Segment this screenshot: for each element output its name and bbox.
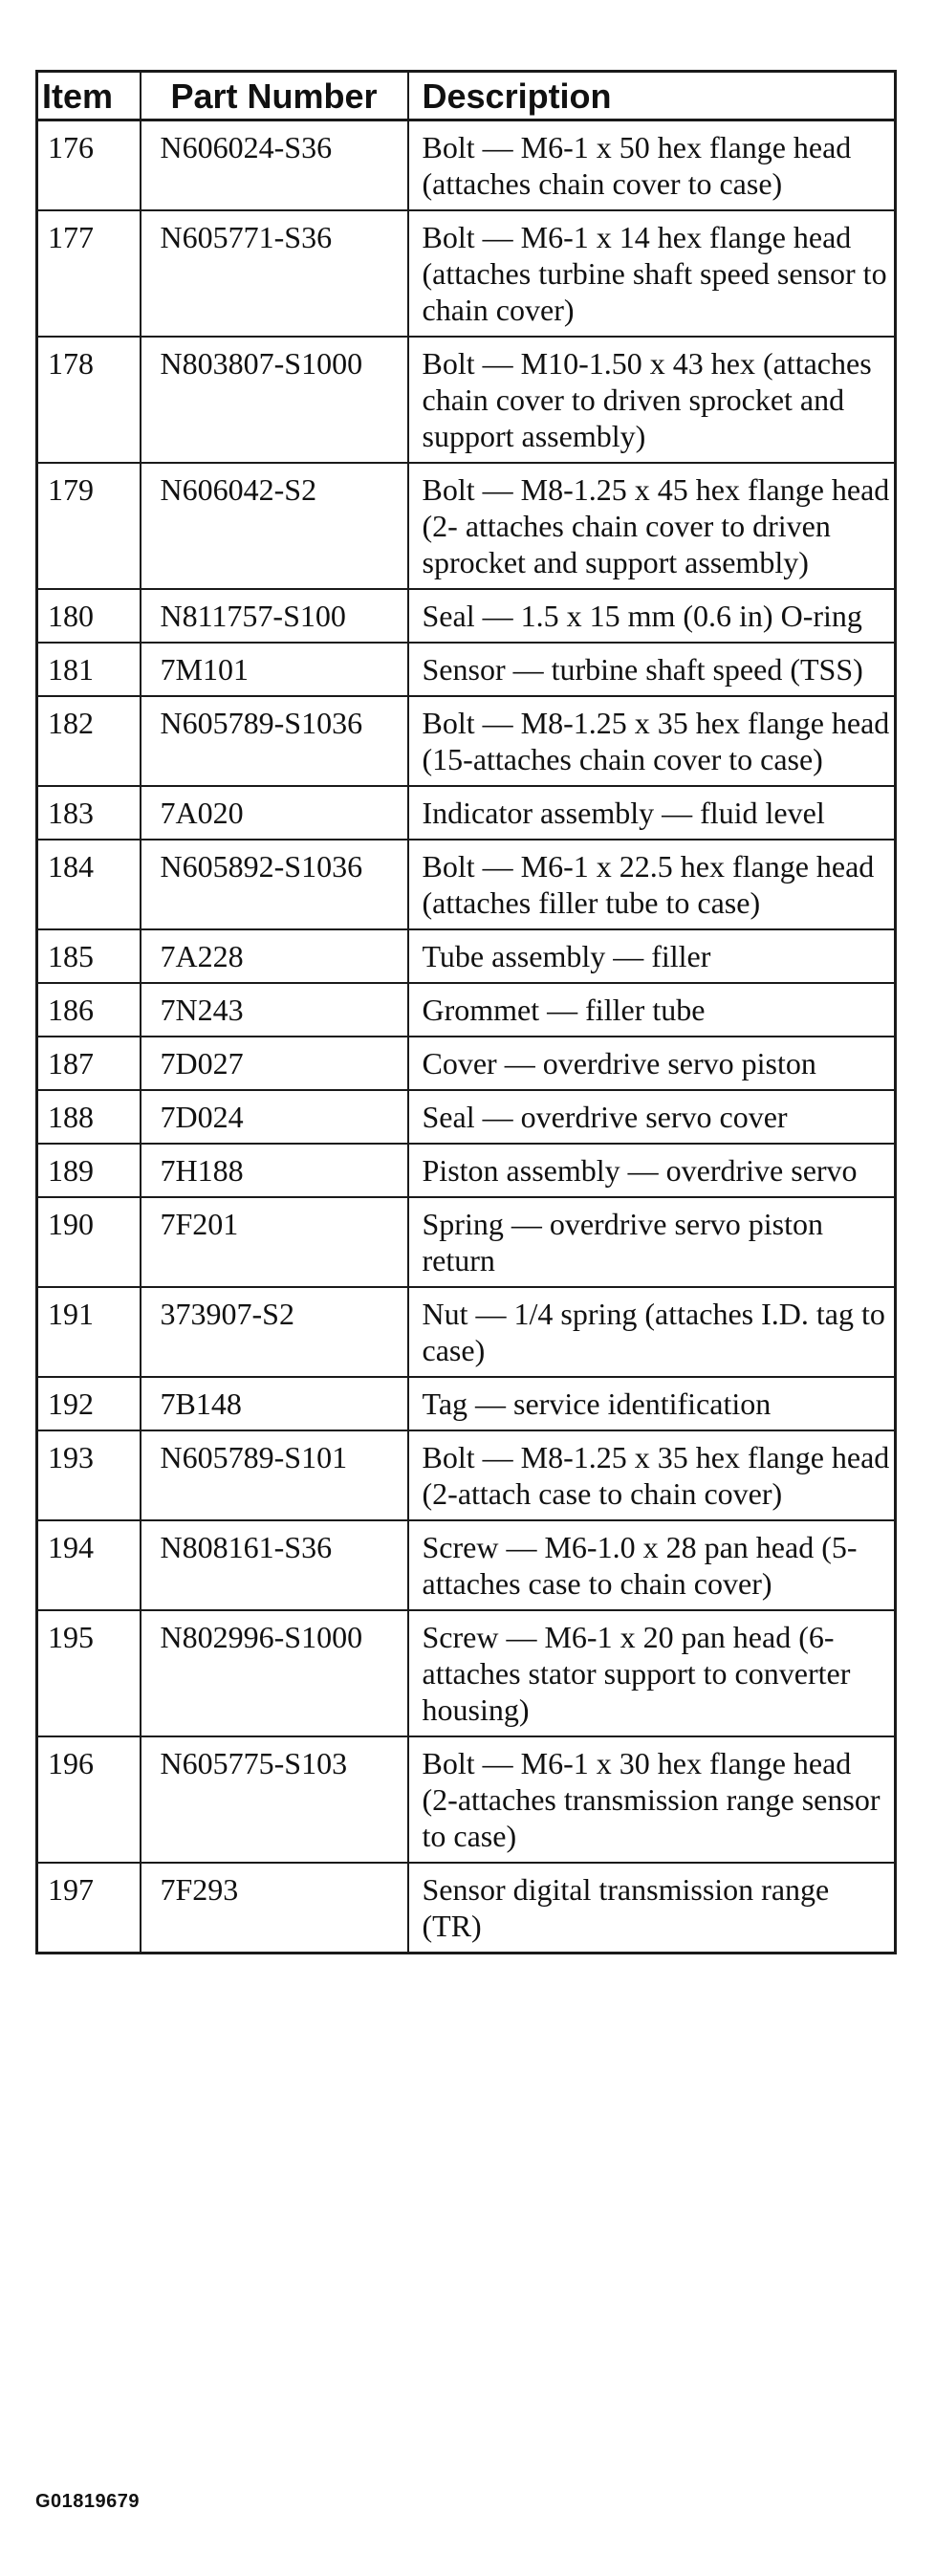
part-number: N605775-S103 — [141, 1736, 408, 1863]
part-description: Bolt — M8-1.25 x 35 hex flange head (15-attaches chain cover to case) — [408, 696, 896, 786]
item-number: 190 — [37, 1197, 141, 1287]
part-description: Bolt — M6-1 x 14 hex flange head (attaches turbine shaft speed sensor to chain cover) — [408, 210, 896, 337]
table-body — [37, 120, 896, 1954]
part-description: Grommet — filler tube — [408, 983, 896, 1037]
part-description: Bolt — M6-1 x 50 hex flange head (attaches chain cover to case) — [408, 120, 896, 211]
part-description: Bolt — M8-1.25 x 45 hex flange head (2- attaches chain cover to driven sprocket and support assembly) — [408, 463, 896, 589]
part-description: Bolt — M8-1.25 x 35 hex flange head (2-attach case to chain cover) — [408, 1430, 896, 1520]
item-number: 192 — [37, 1377, 141, 1430]
item-number: 194 — [37, 1520, 141, 1610]
header-item: Item — [37, 72, 141, 120]
table-row — [37, 1197, 896, 1287]
part-description: Tube assembly — filler — [408, 929, 896, 983]
part-number: 7D027 — [141, 1037, 408, 1090]
part-description: Screw — M6-1 x 20 pan head (6-attaches stator support to converter housing) — [408, 1610, 896, 1736]
item-number: 185 — [37, 929, 141, 983]
part-number: 7H188 — [141, 1144, 408, 1197]
table-row — [37, 1090, 896, 1144]
item-number: 177 — [37, 210, 141, 337]
part-number: N605789-S101 — [141, 1430, 408, 1520]
table-row — [37, 696, 896, 786]
part-description: Indicator assembly — fluid level — [408, 786, 896, 840]
table-row — [37, 1037, 896, 1090]
item-number: 188 — [37, 1090, 141, 1144]
table-row — [37, 120, 896, 211]
table-row — [37, 1520, 896, 1610]
part-number: N606024-S36 — [141, 120, 408, 211]
part-description: Seal — overdrive servo cover — [408, 1090, 896, 1144]
item-number: 186 — [37, 983, 141, 1037]
part-number: 7A228 — [141, 929, 408, 983]
item-number: 178 — [37, 337, 141, 463]
table-row — [37, 643, 896, 696]
item-number: 197 — [37, 1863, 141, 1954]
item-number: 187 — [37, 1037, 141, 1090]
part-description: Cover — overdrive servo piston — [408, 1037, 896, 1090]
item-number: 191 — [37, 1287, 141, 1377]
part-number: 7M101 — [141, 643, 408, 696]
part-number: N605892-S1036 — [141, 840, 408, 929]
table-row — [37, 1377, 896, 1430]
table-row — [37, 337, 896, 463]
part-number: 7F293 — [141, 1863, 408, 1954]
table-row — [37, 1144, 896, 1197]
part-description: Bolt — M10-1.50 x 43 hex (attaches chain cover to driven sprocket and support assembly) — [408, 337, 896, 463]
header-part-number: Part Number — [141, 72, 408, 120]
table-row — [37, 1287, 896, 1377]
part-description: Spring — overdrive servo piston return — [408, 1197, 896, 1287]
item-number: 180 — [37, 589, 141, 643]
part-description: Tag — service identification — [408, 1377, 896, 1430]
item-number: 183 — [37, 786, 141, 840]
part-description: Piston assembly — overdrive servo — [408, 1144, 896, 1197]
part-number: 7A020 — [141, 786, 408, 840]
header-row — [37, 72, 896, 120]
part-number: 373907-S2 — [141, 1287, 408, 1377]
parts-table — [35, 70, 897, 1954]
item-number: 176 — [37, 120, 141, 211]
part-number: 7F201 — [141, 1197, 408, 1287]
part-description: Nut — 1/4 spring (attaches I.D. tag to case) — [408, 1287, 896, 1377]
table-row — [37, 1610, 896, 1736]
item-number: 181 — [37, 643, 141, 696]
table-row — [37, 840, 896, 929]
part-description: Bolt — M6-1 x 30 hex flange head (2-attaches transmission range sensor to case) — [408, 1736, 896, 1863]
part-number: N803807-S1000 — [141, 337, 408, 463]
part-number: N605789-S1036 — [141, 696, 408, 786]
item-number: 196 — [37, 1736, 141, 1863]
table-row — [37, 1430, 896, 1520]
part-number: 7N243 — [141, 983, 408, 1037]
figure-id: G01819679 — [35, 2491, 141, 2512]
part-description: Bolt — M6-1 x 22.5 hex flange head (attaches filler tube to case) — [408, 840, 896, 929]
table-row — [37, 210, 896, 337]
part-number: 7D024 — [141, 1090, 408, 1144]
part-number: 7B148 — [141, 1377, 408, 1430]
item-number: 182 — [37, 696, 141, 786]
table-header — [37, 72, 896, 120]
item-number: 189 — [37, 1144, 141, 1197]
part-number: N606042-S2 — [141, 463, 408, 589]
table-row — [37, 463, 896, 589]
part-number: N808161-S36 — [141, 1520, 408, 1610]
table-row — [37, 1863, 896, 1954]
part-description: Sensor — turbine shaft speed (TSS) — [408, 643, 896, 696]
table-row — [37, 1736, 896, 1863]
header-description: Description — [408, 72, 896, 120]
item-number: 195 — [37, 1610, 141, 1736]
table-row — [37, 786, 896, 840]
part-number: N811757-S100 — [141, 589, 408, 643]
table-row — [37, 929, 896, 983]
part-description: Screw — M6-1.0 x 28 pan head (5-attaches case to chain cover) — [408, 1520, 896, 1610]
item-number: 193 — [37, 1430, 141, 1520]
item-number: 179 — [37, 463, 141, 589]
table-row — [37, 983, 896, 1037]
part-description: Seal — 1.5 x 15 mm (0.6 in) O-ring — [408, 589, 896, 643]
part-number: N605771-S36 — [141, 210, 408, 337]
part-description: Sensor digital transmission range (TR) — [408, 1863, 896, 1954]
part-number: N802996-S1000 — [141, 1610, 408, 1736]
table-row — [37, 589, 896, 643]
item-number: 184 — [37, 840, 141, 929]
